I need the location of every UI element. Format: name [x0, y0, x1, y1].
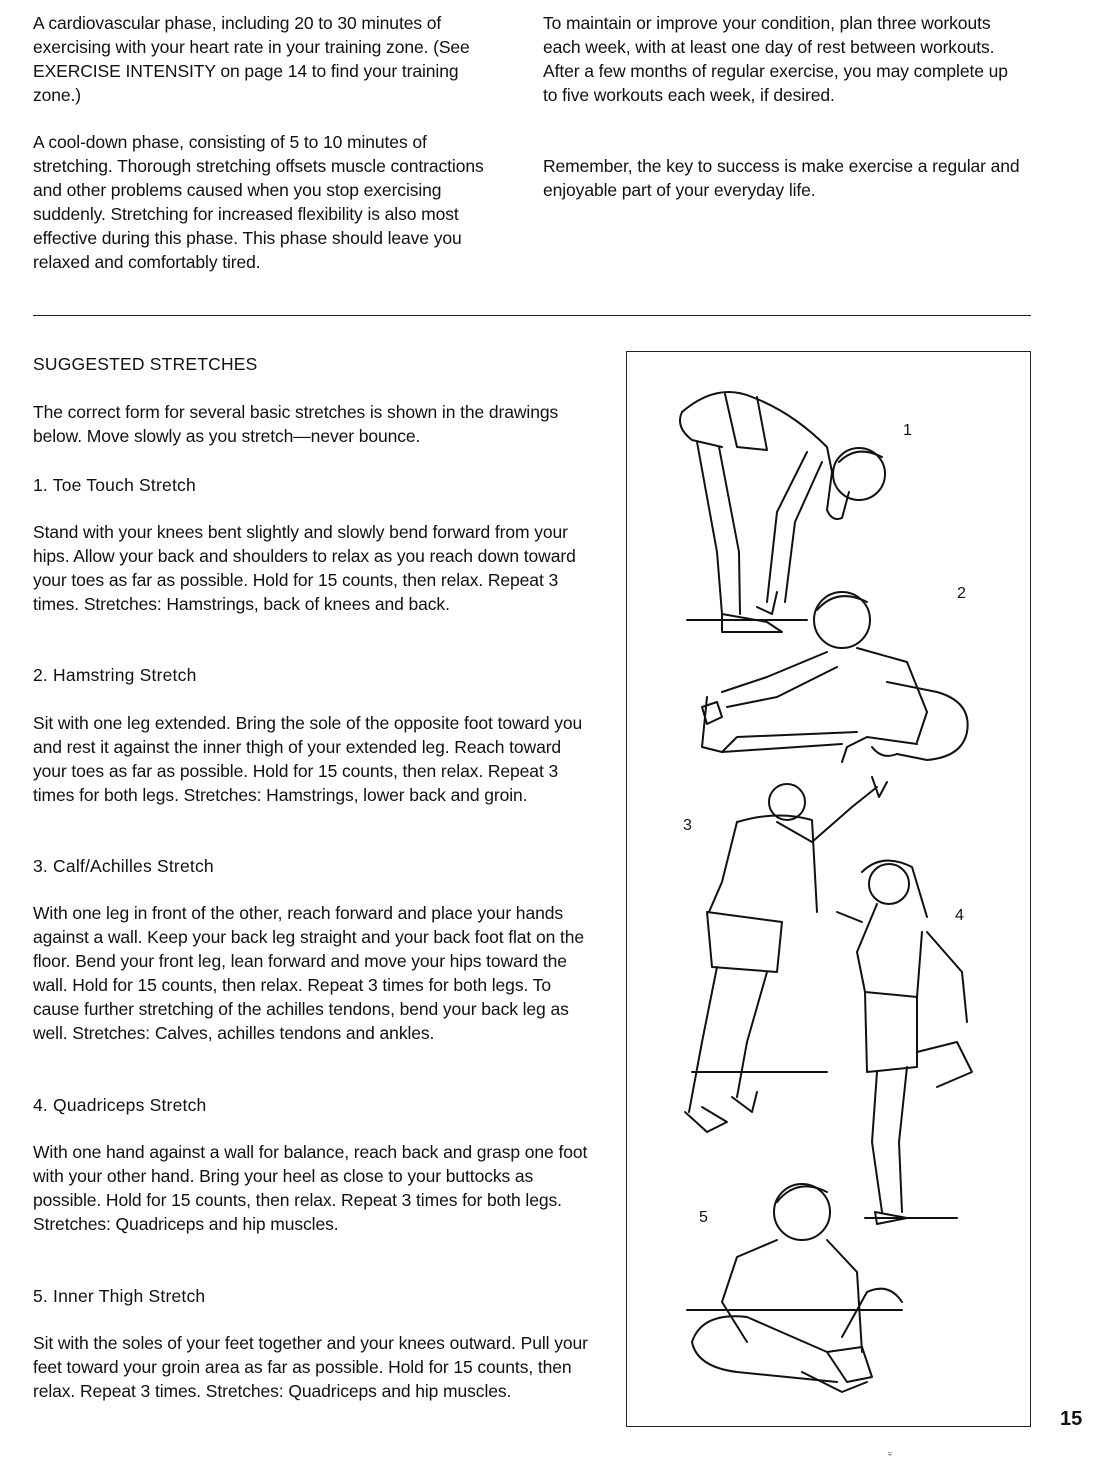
figure-label-2: 2 [957, 585, 966, 602]
stretch-title-hamstring: 2. Hamstring Stretch [33, 665, 197, 685]
figure-label-1: 1 [903, 422, 912, 439]
figure-toe-touch [680, 392, 885, 632]
stretch-figures [627, 352, 1030, 1426]
stretch-title-quadriceps: 4. Quadriceps Stretch [33, 1095, 207, 1115]
stretch-text-quadriceps: With one hand against a wall for balance, reach back and grasp one foot with your other hand. Bring your heel as close to your buttocks as possible. Hold for 15 counts, then relax. Repeat 3 times for both legs. Stretches: Quadriceps and hip muscles. [33, 1142, 588, 1234]
stretch-title-toe-touch: 1. Toe Touch Stretch [33, 475, 196, 495]
stretches-intro: The correct form for several basic stretches is shown in the drawings below. Move slowly as you stretch—never bounce. [33, 402, 559, 446]
cardio-phase-paragraph: A cardiovascular phase, including 20 to 30 minutes of exercising with your heart rate in your training zone. (See EXERCISE INTENSITY on page 14 to find your training zone.) [33, 13, 470, 105]
stretch-text-inner-thigh: Sit with the soles of your feet together and your knees outward. Pull your feet toward your groin area as far as possible. Hold for 15 counts, then relax. Repeat 3 times. Stretches: Quadriceps and hip muscles. [33, 1333, 588, 1401]
stretch-text-hamstring: Sit with one leg extended. Bring the sole of the opposite foot toward you and rest it against the inner thigh of your extended leg. Reach toward your toes as far as possible. Hold for 15 counts, then relax. Repeat 3 times for both legs. Stretches: Hamstrings, lower back and groin. [33, 713, 583, 805]
remember-paragraph: Remember, the key to success is make exercise a regular and enjoyable part of your everyday life. [543, 156, 1020, 200]
figure-label-3: 3 [683, 817, 692, 834]
stretch-title-calf-achilles: 3. Calf/Achilles Stretch [33, 856, 214, 876]
illustration-panel [626, 351, 1031, 1427]
figure-label-5: 5 [699, 1209, 708, 1226]
cooldown-phase-paragraph: A cool-down phase, consisting of 5 to 10 minutes of stretching. Thorough stretching offsets muscle contractions and other problems caused when you stop exercising suddenly. Stretching for increased flexibility is also most effective during this phase. This phase should leave you relaxed and comfortably tired. [33, 132, 484, 272]
stretch-text-calf-achilles: With one leg in front of the other, reach forward and place your hands against a wall. Keep your back leg straight and your back foot flat on the floor. Bend your front leg, lean forward and move your hips toward the wall. Hold for 15 counts, then relax. Repeat 3 times for both legs. To cause further stretching of the achilles tendons, bend your back leg as well. Stretches: Calves, achilles tendons and ankles. [33, 903, 584, 1043]
section-divider [33, 315, 1031, 316]
figure-inner-thigh [687, 1184, 902, 1392]
figure-label-4: 4 [955, 907, 964, 924]
stretch-title-inner-thigh: 5. Inner Thigh Stretch [33, 1286, 206, 1306]
figure-quadriceps [837, 861, 972, 1224]
page-number: 15 [1060, 1408, 1083, 1430]
stretch-text-toe-touch: Stand with your knees bent slightly and slowly bend forward from your hips. Allow your back and shoulders to relax as you reach down toward your toes as far as possible. Hold for 15 counts, then relax. Repeat 3 times. Stretches: Hamstrings, back of knees and back. [33, 522, 576, 614]
scan-speck: ⸚ [888, 1447, 892, 1461]
workout-plan-paragraph: To maintain or improve your condition, plan three workouts each week, with at least one day of rest between workouts. After a few months of regular exercise, you may complete up to five workouts each week, if desired. [543, 13, 1008, 105]
section-heading: SUGGESTED STRETCHES [33, 354, 258, 374]
